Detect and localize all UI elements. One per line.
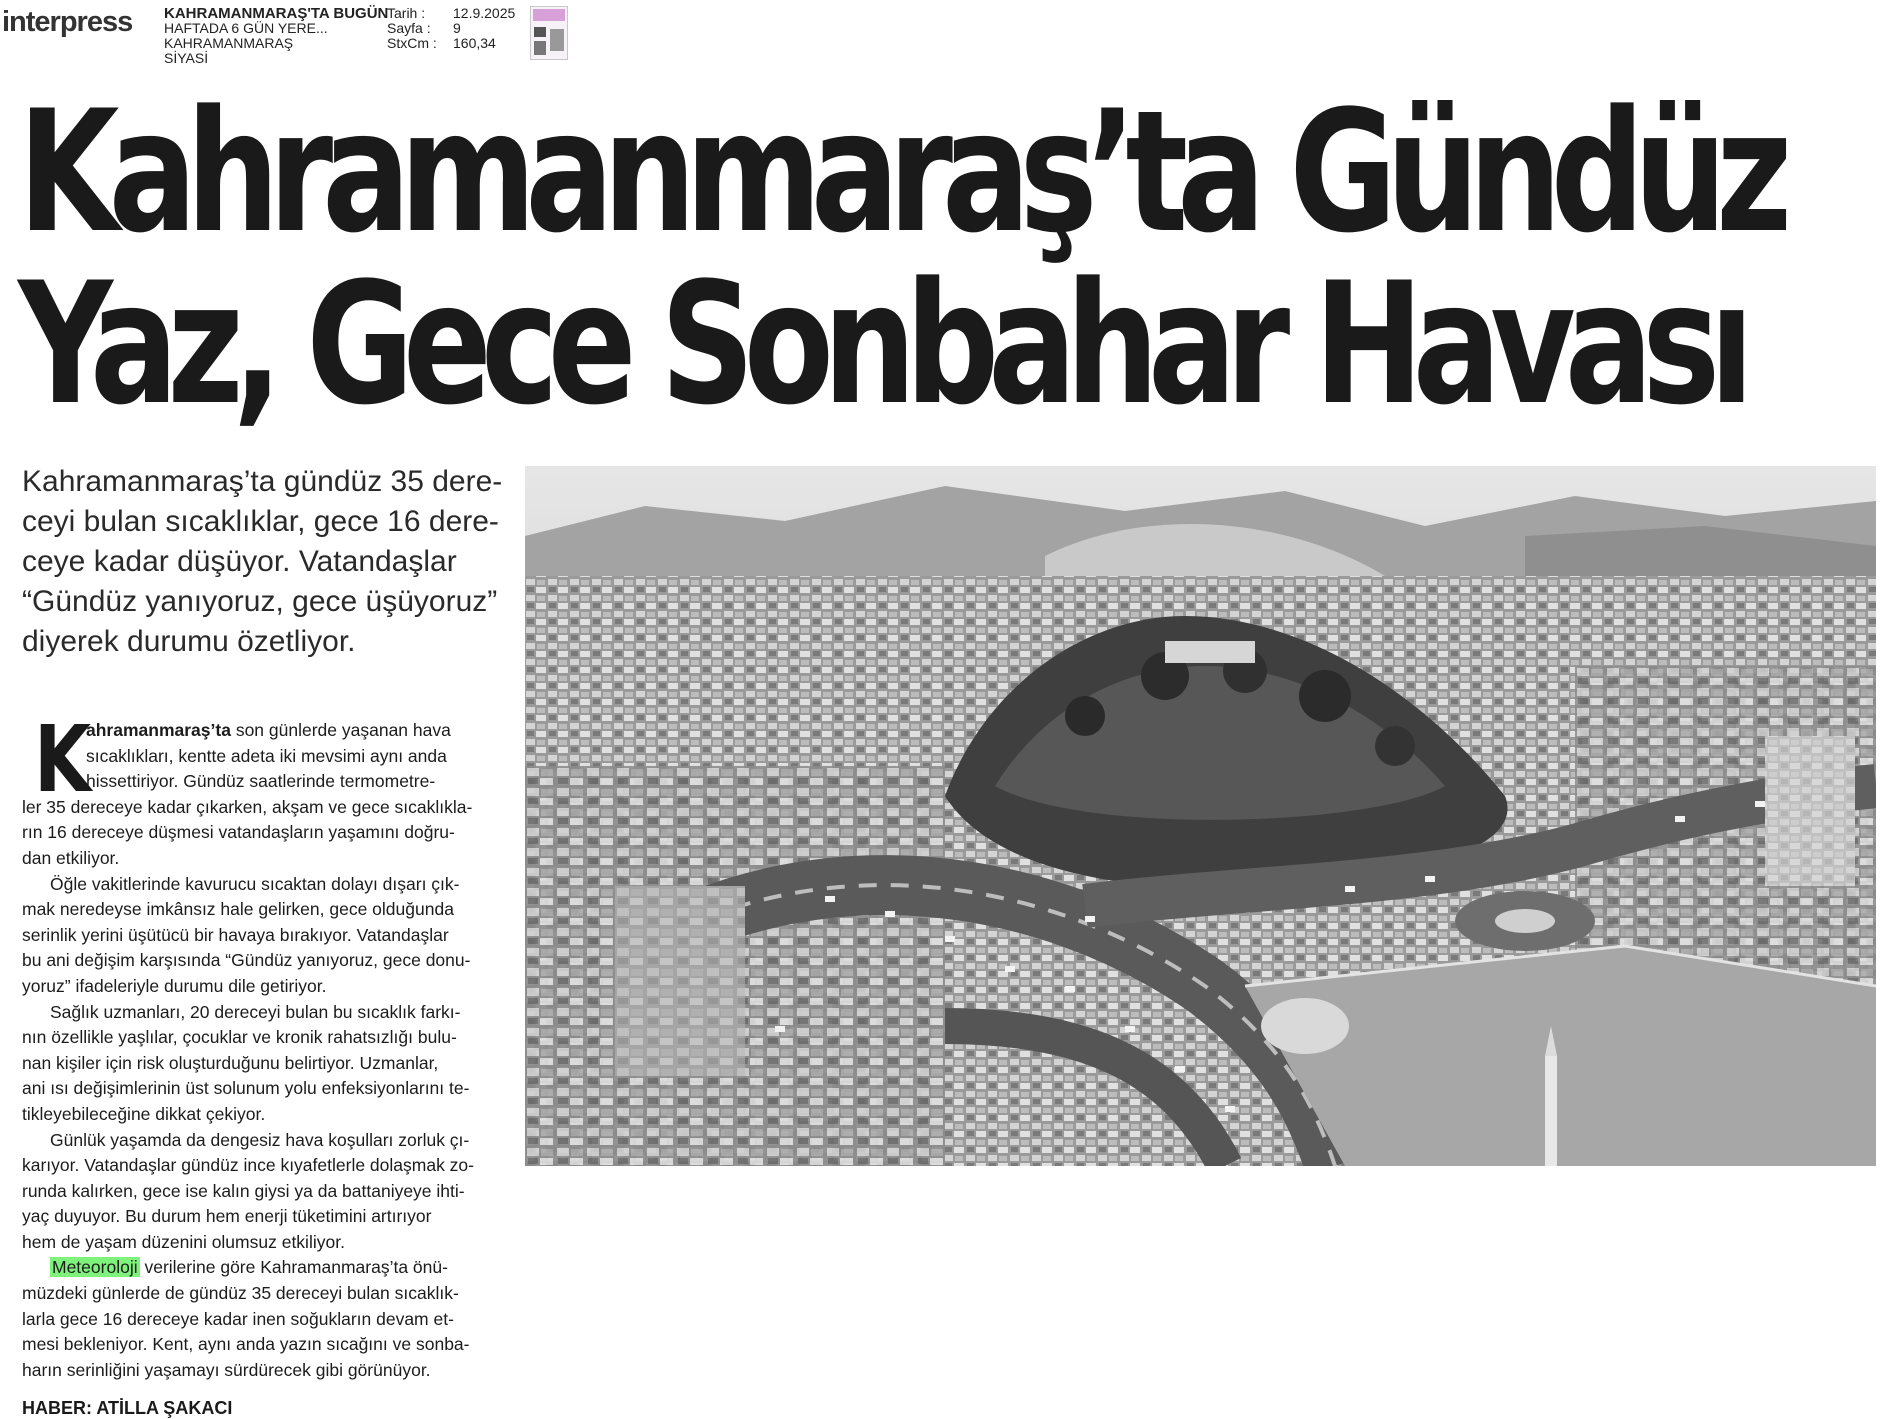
headline-line-1: Kahramanmaraş’ta Gündüz xyxy=(18,74,1782,270)
summary-line: ceye kadar düşüyor. Vatandaşlar xyxy=(22,545,457,578)
lead-bold: ahramanmaraş’ta xyxy=(86,720,231,740)
publication-info xyxy=(164,6,388,66)
headline xyxy=(18,74,1782,442)
body-line xyxy=(22,718,490,744)
body-line xyxy=(22,1255,490,1281)
drop-cap: K xyxy=(34,706,92,813)
body-line: karıyor. Vatandaşlar gündüz ince kıyafetlerle dolaşmak zo- xyxy=(22,1155,474,1176)
thumbnail-band xyxy=(533,9,565,21)
publication-category: SİYASİ xyxy=(164,50,209,66)
interpress-logo xyxy=(2,6,132,39)
page-thumbnail[interactable] xyxy=(530,6,568,60)
body-line: tikleyebileceğine dikkat çekiyor. xyxy=(22,1103,266,1124)
body-line: Sağlık uzmanları, 20 dereceyi bulan bu sıcaklık farkı- xyxy=(50,1001,461,1022)
publication-frequency: HAFTADA 6 GÜN YERE... xyxy=(164,20,328,36)
body-line: müzdeki günlerde de gündüz 35 dereceyi bulan sıcaklık- xyxy=(22,1283,459,1304)
body-line: rın 16 dereceye düşmesi vatandaşların yaşamını doğru- xyxy=(22,822,455,843)
body-line: yaç duyuyor. Bu durum hem enerji tüketimini artırıyor xyxy=(22,1206,432,1227)
body-line: larla gece 16 dereceye kadar inen soğukların devam et- xyxy=(22,1308,454,1329)
field-stxcm xyxy=(387,36,515,51)
field-label: StxCm : xyxy=(387,35,437,51)
field-date xyxy=(387,6,515,21)
body-line: serinlik yerini üşütücü bir havaya bırakıyor. Vatandaşlar xyxy=(22,924,449,945)
lead-rest: son günlerde yaşanan hava xyxy=(230,720,451,740)
summary-line: diyerek durumu özetliyor. xyxy=(22,625,356,658)
body-line: hem de yaşam düzenini olumsuz etkiliyor. xyxy=(22,1231,345,1252)
publication-region: KAHRAMANMARAŞ xyxy=(164,35,294,51)
summary-line: Kahramanmaraş’ta gündüz 35 dere- xyxy=(22,465,503,498)
field-page xyxy=(387,21,515,36)
article-body xyxy=(22,706,490,1383)
body-line: ler 35 dereceye kadar çıkarken, akşam ve gece sıcaklıkla- xyxy=(22,796,473,817)
field-value: 9 xyxy=(453,20,461,36)
field-label: Tarih : xyxy=(387,5,426,21)
body-line: yoruz” ifadeleriyle durumu dile getiriyor. xyxy=(22,975,327,996)
body-line: nan kişiler için risk oluşturduğunu belirtiyor. Uzmanlar, xyxy=(22,1052,439,1073)
body-line: dan etkiliyor. xyxy=(22,847,120,868)
field-label: Sayfa : xyxy=(387,20,431,36)
publication-name: KAHRAMANMARAŞ'TA BUGÜN xyxy=(164,5,389,22)
body-line: nın özellikle yaşlılar, çocuklar ve kronik rahatsızlığı bulu- xyxy=(22,1027,457,1048)
body-line: harın serinliğini yaşamayı sürdürecek gibi görünüyor. xyxy=(22,1359,431,1380)
thumbnail-block xyxy=(550,29,564,51)
byline: HABER: ATİLLA ŞAKACI xyxy=(22,1398,233,1418)
thumbnail-block xyxy=(534,41,546,55)
clipping-fields xyxy=(387,6,515,51)
field-value: 12.9.2025 xyxy=(453,5,516,21)
logo-text: interpress xyxy=(2,6,133,38)
field-value: 160,34 xyxy=(453,35,496,51)
body-line: sıcaklıkları, kentte adeta iki mevsimi aynı anda xyxy=(86,745,447,766)
body-line: bu ani değişim karşısında “Gündüz yanıyoruz, gece donu- xyxy=(22,950,471,971)
body-line: hissettiriyor. Gündüz saatlerinde termometre- xyxy=(86,771,436,792)
body-line: runda kalırken, gece ise kalın giysi ya da battaniyeye ihti- xyxy=(22,1180,465,1201)
aerial-city-photo xyxy=(525,466,1876,1166)
body-line: ani ısı değişimlerinin üst solunum yolu enfeksiyonlarını te- xyxy=(22,1078,470,1099)
article-summary xyxy=(22,462,503,662)
lead-paragraph xyxy=(22,718,490,795)
summary-line: “Gündüz yanıyoruz, gece üşüyoruz” xyxy=(22,585,498,618)
body-line: Günlük yaşamda da dengesiz hava koşulları zorluk çı- xyxy=(50,1129,470,1150)
body-text: verilerine göre Kahramanmaraş’ta önü- xyxy=(139,1257,448,1278)
highlighted-keyword: Meteoroloji xyxy=(52,1257,138,1278)
body-line: mesi bekleniyor. Kent, aynı anda yazın sıcağını ve sonba- xyxy=(22,1334,470,1355)
body-line: Öğle vakitlerinde kavurucu sıcaktan dolayı dışarı çık- xyxy=(50,873,460,894)
photo-illustration xyxy=(525,466,1876,1166)
headline-line-2: Yaz, Gece Sonbahar Havası xyxy=(18,246,1744,442)
body-line: mak neredeyse imkânsız hale gelirken, gece olduğunda xyxy=(22,899,454,920)
summary-line: ceyi bulan sıcaklıklar, gece 16 dere- xyxy=(22,505,499,538)
thumbnail-block xyxy=(534,27,546,37)
